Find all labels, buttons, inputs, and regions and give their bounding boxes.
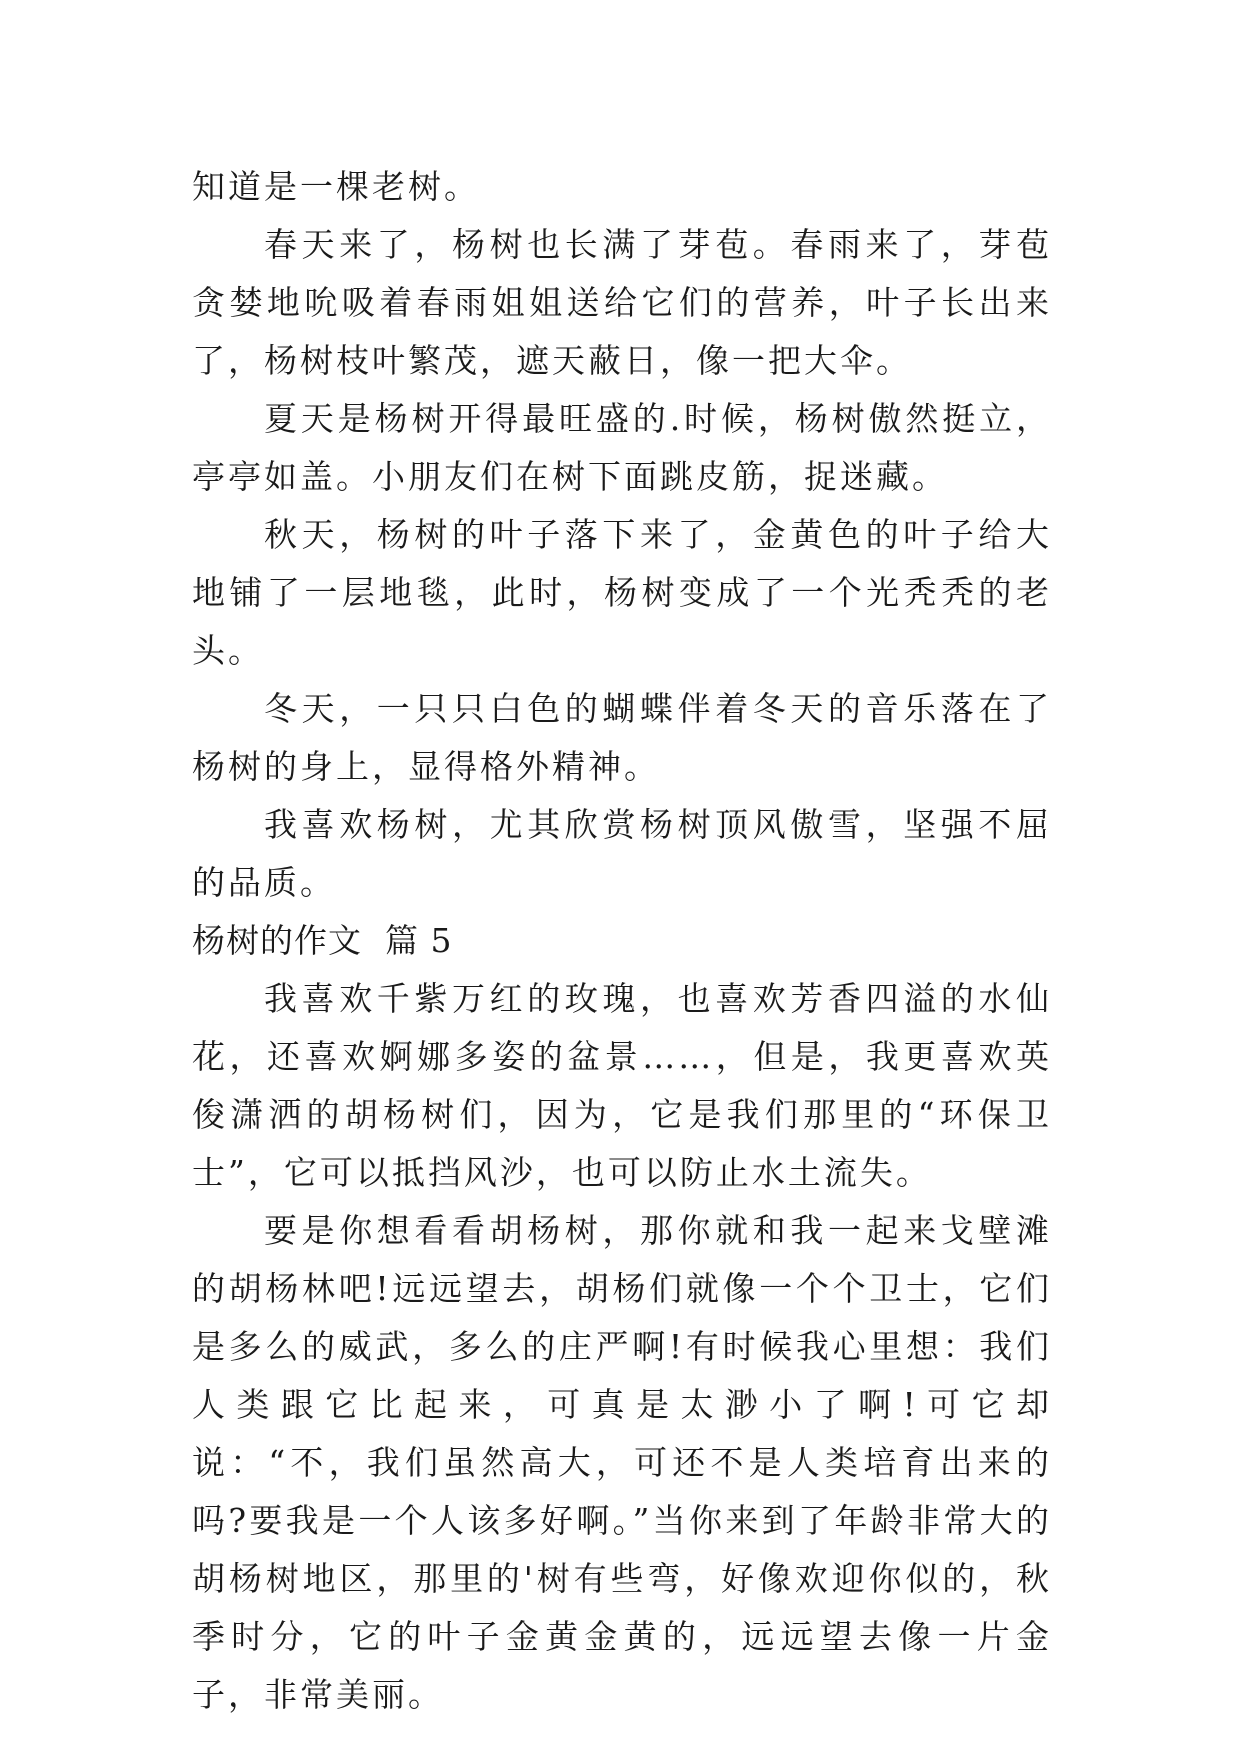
paragraph-conclusion: 我喜欢杨树，尤其欣赏杨树顶风傲雪，坚强不屈的品质。 — [192, 805, 1052, 902]
paragraph-autumn: 秋天，杨树的叶子落下来了，金黄色的叶子给大地铺了一层地毯，此时，杨树变成了一个光秃秃的老头。 — [192, 515, 1052, 670]
paragraph-spring: 春天来了，杨树也长满了芽苞。春雨来了，芽苞贪婪地吮吸着春雨姐姐送给它们的营养，叶子长出来了，杨树枝叶繁茂，遮天蔽日，像一把大伞。 — [192, 225, 1052, 380]
paragraph-summer: 夏天是杨树开得最旺盛的.时候，杨树傲然挺立，亭亭如盖。小朋友们在树下面跳皮筋，捉迷藏。 — [192, 399, 1052, 496]
paragraph-continuation: 知道是一棵老树。 — [192, 167, 480, 206]
paragraph-winter: 冬天，一只只白色的蝴蝶伴着冬天的音乐落在了杨树的身上，显得格外精神。 — [192, 689, 1052, 786]
paragraph-poplar-forest: 要是你想看看胡杨树，那你就和我一起来戈壁滩的胡杨林吧!远远望去，胡杨们就像一个个卫士，它们是多么的威武，多么的庄严啊!有时候我心里想：我们人类跟它比起来，可真是太渺小了啊!可它却说：“不，我们虽然高大，可还不是人类培育出来的吗?要我是一个人该多好啊。”当你来到了年龄非常大的胡杨树地区，那里的'树有些弯，好像欢迎你似的，秋季时分，它的叶子金黄金黄的，远远望去像一片金子，非常美丽。 — [192, 1211, 1052, 1714]
paragraph-intro-poplar: 我喜欢千紫万红的玫瑰，也喜欢芳香四溢的水仙花，还喜欢婀娜多姿的盆景……，但是，我更喜欢英俊潇洒的胡杨树们，因为，它是我们那里的“环保卫士”，它可以抵挡风沙，也可以防止水土流失。 — [192, 979, 1052, 1192]
essay-heading: 杨树的作文 篇 5 — [192, 921, 453, 960]
document-body — [192, 158, 1052, 1724]
